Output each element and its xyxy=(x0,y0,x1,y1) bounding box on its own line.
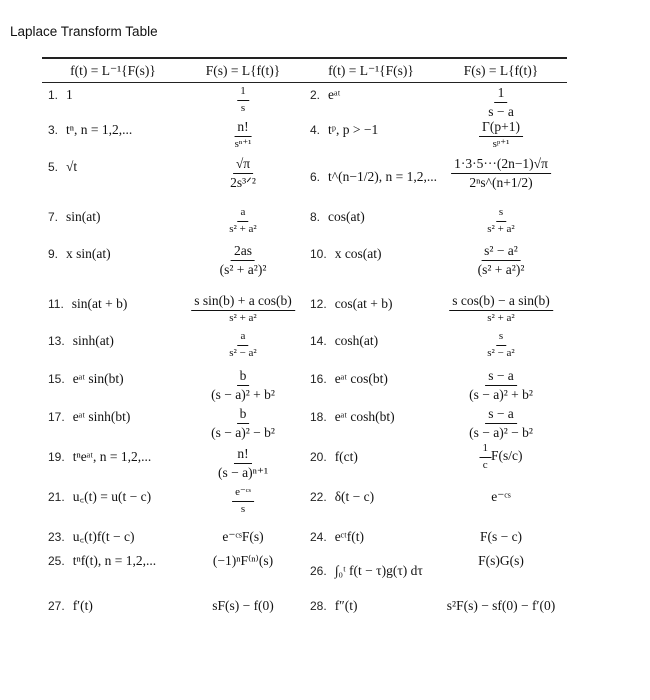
numerator: a xyxy=(238,331,249,346)
entry-number: 4. xyxy=(310,122,321,137)
entry-number: 12. xyxy=(310,296,327,311)
numerator: s − a xyxy=(485,407,517,424)
entry-number: 18. xyxy=(310,409,327,424)
entry-expression: cosh(at) xyxy=(334,333,379,348)
entry-number: 25. xyxy=(48,553,65,568)
scaled-transform: F(s/c) xyxy=(491,448,523,464)
denominator: 2s³ᐟ² xyxy=(230,175,256,191)
entry-3 xyxy=(48,123,132,137)
transform-6 xyxy=(451,157,551,190)
entry-19 xyxy=(48,450,151,464)
entry-14 xyxy=(310,334,378,348)
entry-expression: f″(t) xyxy=(334,598,358,613)
transform-4 xyxy=(479,120,523,151)
numerator: b xyxy=(237,407,250,424)
entry-number: 7. xyxy=(48,209,59,224)
entry-expression: x sin(at) xyxy=(66,246,111,261)
entry-expression: t^(n−1/2), n = 1,2,... xyxy=(328,169,437,184)
entry-number: 21. xyxy=(48,489,65,504)
entry-number: 11. xyxy=(48,296,64,311)
entry-number: 28. xyxy=(310,598,327,613)
numerator: Γ(p+1) xyxy=(479,120,523,137)
numerator: 1 xyxy=(237,86,249,101)
denominator: c xyxy=(482,458,488,471)
entry-number: 26. xyxy=(310,563,327,578)
entry-4 xyxy=(310,123,378,137)
transform-10 xyxy=(475,244,528,277)
transform-17 xyxy=(208,407,278,440)
denominator: (s² + a²)² xyxy=(477,262,525,278)
denominator: s² − a² xyxy=(229,346,257,359)
entry-expression: x cos(at) xyxy=(334,246,382,261)
entry-expression: u꜀(t)f(t − c) xyxy=(72,529,135,544)
table-header-rule xyxy=(42,82,567,83)
entry-number: 19. xyxy=(48,449,65,464)
entry-number: 24. xyxy=(310,529,327,544)
entry-27 xyxy=(48,599,93,613)
entry-expression: √t xyxy=(66,159,78,174)
denominator: s xyxy=(240,502,246,515)
entry-expression: cos(at) xyxy=(328,209,365,224)
entry-10 xyxy=(310,247,382,261)
numerator: s xyxy=(496,207,506,222)
transform-20 xyxy=(480,443,523,471)
denominator: s − a xyxy=(488,104,514,120)
transform-26: F(s)G(s) xyxy=(478,553,524,568)
entry-expression: tⁿf(t), n = 1,2,... xyxy=(72,553,157,568)
entry-1 xyxy=(48,88,73,102)
header-col3: f(t) = L⁻¹{F(s)} xyxy=(328,63,414,78)
entry-number: 16. xyxy=(310,371,327,386)
entry-number: 13. xyxy=(48,333,65,348)
header-col4: F(s) = L{f(t)} xyxy=(463,63,539,78)
entry-number: 22. xyxy=(310,489,327,504)
entry-expression: ∫₀ᵗ f(t − τ)g(τ) dτ xyxy=(334,563,423,578)
transform-7 xyxy=(226,207,259,235)
entry-expression: eᶜᵗf(t) xyxy=(334,529,364,544)
denominator: (s − a)² − b² xyxy=(211,425,275,441)
denominator: sⁿ⁺¹ xyxy=(234,138,252,151)
entry-expression: cos(at + b) xyxy=(334,296,393,311)
denominator: (s − a)² + b² xyxy=(211,387,275,403)
entry-17 xyxy=(48,410,130,424)
numerator: a xyxy=(238,207,249,222)
entry-22 xyxy=(310,490,374,504)
entry-8 xyxy=(310,210,365,224)
entry-23 xyxy=(48,530,134,544)
transform-8 xyxy=(484,207,517,235)
transform-2 xyxy=(485,86,517,119)
entry-expression: tⁿ, n = 1,2,... xyxy=(66,122,133,137)
entry-2 xyxy=(310,88,340,102)
transform-1 xyxy=(237,86,249,114)
entry-expression: eᵃᵗ sin(bt) xyxy=(72,371,124,386)
entry-number: 5. xyxy=(48,159,59,174)
transform-19 xyxy=(215,447,271,480)
table-top-rule xyxy=(42,57,567,59)
transform-28: s²F(s) − sf(0) − f′(0) xyxy=(446,598,556,613)
entry-number: 2. xyxy=(310,87,321,102)
entry-number: 10. xyxy=(310,246,327,261)
entry-expression: f(ct) xyxy=(334,449,358,464)
entry-expression: tⁿeᵃᵗ, n = 1,2,... xyxy=(72,449,152,464)
entry-expression: eᵃᵗ cosh(bt) xyxy=(334,409,395,424)
numerator: 1 xyxy=(495,86,508,103)
entry-expression: 1 xyxy=(66,87,73,102)
entry-number: 15. xyxy=(48,371,65,386)
entry-expression: δ(t − c) xyxy=(334,489,375,504)
entry-expression: tᵖ, p > −1 xyxy=(328,122,379,137)
numerator: √π xyxy=(233,157,253,174)
transform-21 xyxy=(232,487,254,515)
denominator: s xyxy=(240,101,246,114)
entry-expression: eᵃᵗ cos(bt) xyxy=(334,371,388,386)
entry-number: 17. xyxy=(48,409,65,424)
entry-20 xyxy=(310,450,358,464)
denominator: s² + a² xyxy=(229,222,257,235)
entry-number: 9. xyxy=(48,246,59,261)
numerator: n! xyxy=(234,120,251,137)
transform-13 xyxy=(226,331,259,359)
numerator: e⁻ᶜˢ xyxy=(232,487,254,502)
numerator: s² − a² xyxy=(481,244,521,261)
entry-28 xyxy=(310,599,358,613)
entry-26 xyxy=(310,564,423,578)
denominator: (s − a)² + b² xyxy=(469,387,533,403)
entry-24 xyxy=(310,530,364,544)
entry-25 xyxy=(48,554,156,568)
numerator: s sin(b) + a cos(b) xyxy=(191,294,295,311)
entry-expression: sin(at) xyxy=(66,209,101,224)
transform-27: sF(s) − f(0) xyxy=(212,598,274,613)
numerator: 1·3·5···(2n−1)√π xyxy=(451,157,551,174)
entry-11 xyxy=(48,297,127,311)
denominator: s² − a² xyxy=(487,346,515,359)
numerator: s − a xyxy=(485,369,517,386)
numerator: s cos(b) − a sin(b) xyxy=(449,294,553,311)
numerator: 1 xyxy=(480,443,492,458)
entry-number: 3. xyxy=(48,122,59,137)
entry-12 xyxy=(310,297,393,311)
page-title: Laplace Transform Table xyxy=(10,24,158,39)
entry-expression: sin(at + b) xyxy=(71,296,128,311)
entry-5 xyxy=(48,160,77,174)
entry-number: 1. xyxy=(48,87,59,102)
entry-number: 20. xyxy=(310,449,327,464)
transform-12 xyxy=(449,294,553,325)
transform-3 xyxy=(232,120,255,151)
header-col1: f(t) = L⁻¹{F(s)} xyxy=(70,63,156,78)
numerator: b xyxy=(237,369,250,386)
denominator: sᵖ⁺¹ xyxy=(492,138,510,151)
entry-15 xyxy=(48,372,124,386)
entry-7 xyxy=(48,210,101,224)
entry-number: 8. xyxy=(310,209,321,224)
transform-5 xyxy=(227,157,259,190)
numerator: s xyxy=(496,331,506,346)
entry-9 xyxy=(48,247,111,261)
entry-number: 6. xyxy=(310,169,321,184)
transform-16 xyxy=(466,369,536,402)
denominator: (s² + a²)² xyxy=(219,262,267,278)
numerator: n! xyxy=(234,447,251,464)
entry-number: 14. xyxy=(310,333,327,348)
entry-number: 23. xyxy=(48,529,65,544)
denominator: s² + a² xyxy=(229,312,257,325)
entry-number: 27. xyxy=(48,598,65,613)
denominator: (s − a)ⁿ⁺¹ xyxy=(217,465,269,481)
denominator: s² + a² xyxy=(487,222,515,235)
transform-24: F(s − c) xyxy=(479,529,523,544)
denominator: s² + a² xyxy=(487,312,515,325)
denominator: (s − a)² − b² xyxy=(469,425,533,441)
transform-25: (−1)ⁿF⁽ⁿ⁾(s) xyxy=(212,553,274,568)
transform-14 xyxy=(484,331,517,359)
entry-expression: eᵃᵗ xyxy=(328,87,341,102)
entry-13 xyxy=(48,334,114,348)
transform-22: e⁻ᶜˢ xyxy=(491,489,511,504)
numerator: 2as xyxy=(231,244,255,261)
entry-21 xyxy=(48,490,151,504)
entry-expression: f′(t) xyxy=(72,598,93,613)
transform-18 xyxy=(466,407,536,440)
entry-expression: sinh(at) xyxy=(72,333,114,348)
transform-9 xyxy=(217,244,270,277)
transform-23: e⁻ᶜˢF(s) xyxy=(222,529,264,544)
entry-16 xyxy=(310,372,388,386)
denominator: 2ⁿs^(n+1/2) xyxy=(469,175,533,191)
header-col2: F(s) = L{f(t)} xyxy=(205,63,281,78)
entry-18 xyxy=(310,410,395,424)
entry-expression: eᵃᵗ sinh(bt) xyxy=(72,409,131,424)
transform-11 xyxy=(191,294,295,325)
entry-expression: u꜀(t) = u(t − c) xyxy=(72,489,152,504)
transform-15 xyxy=(208,369,278,402)
entry-6 xyxy=(310,170,437,184)
